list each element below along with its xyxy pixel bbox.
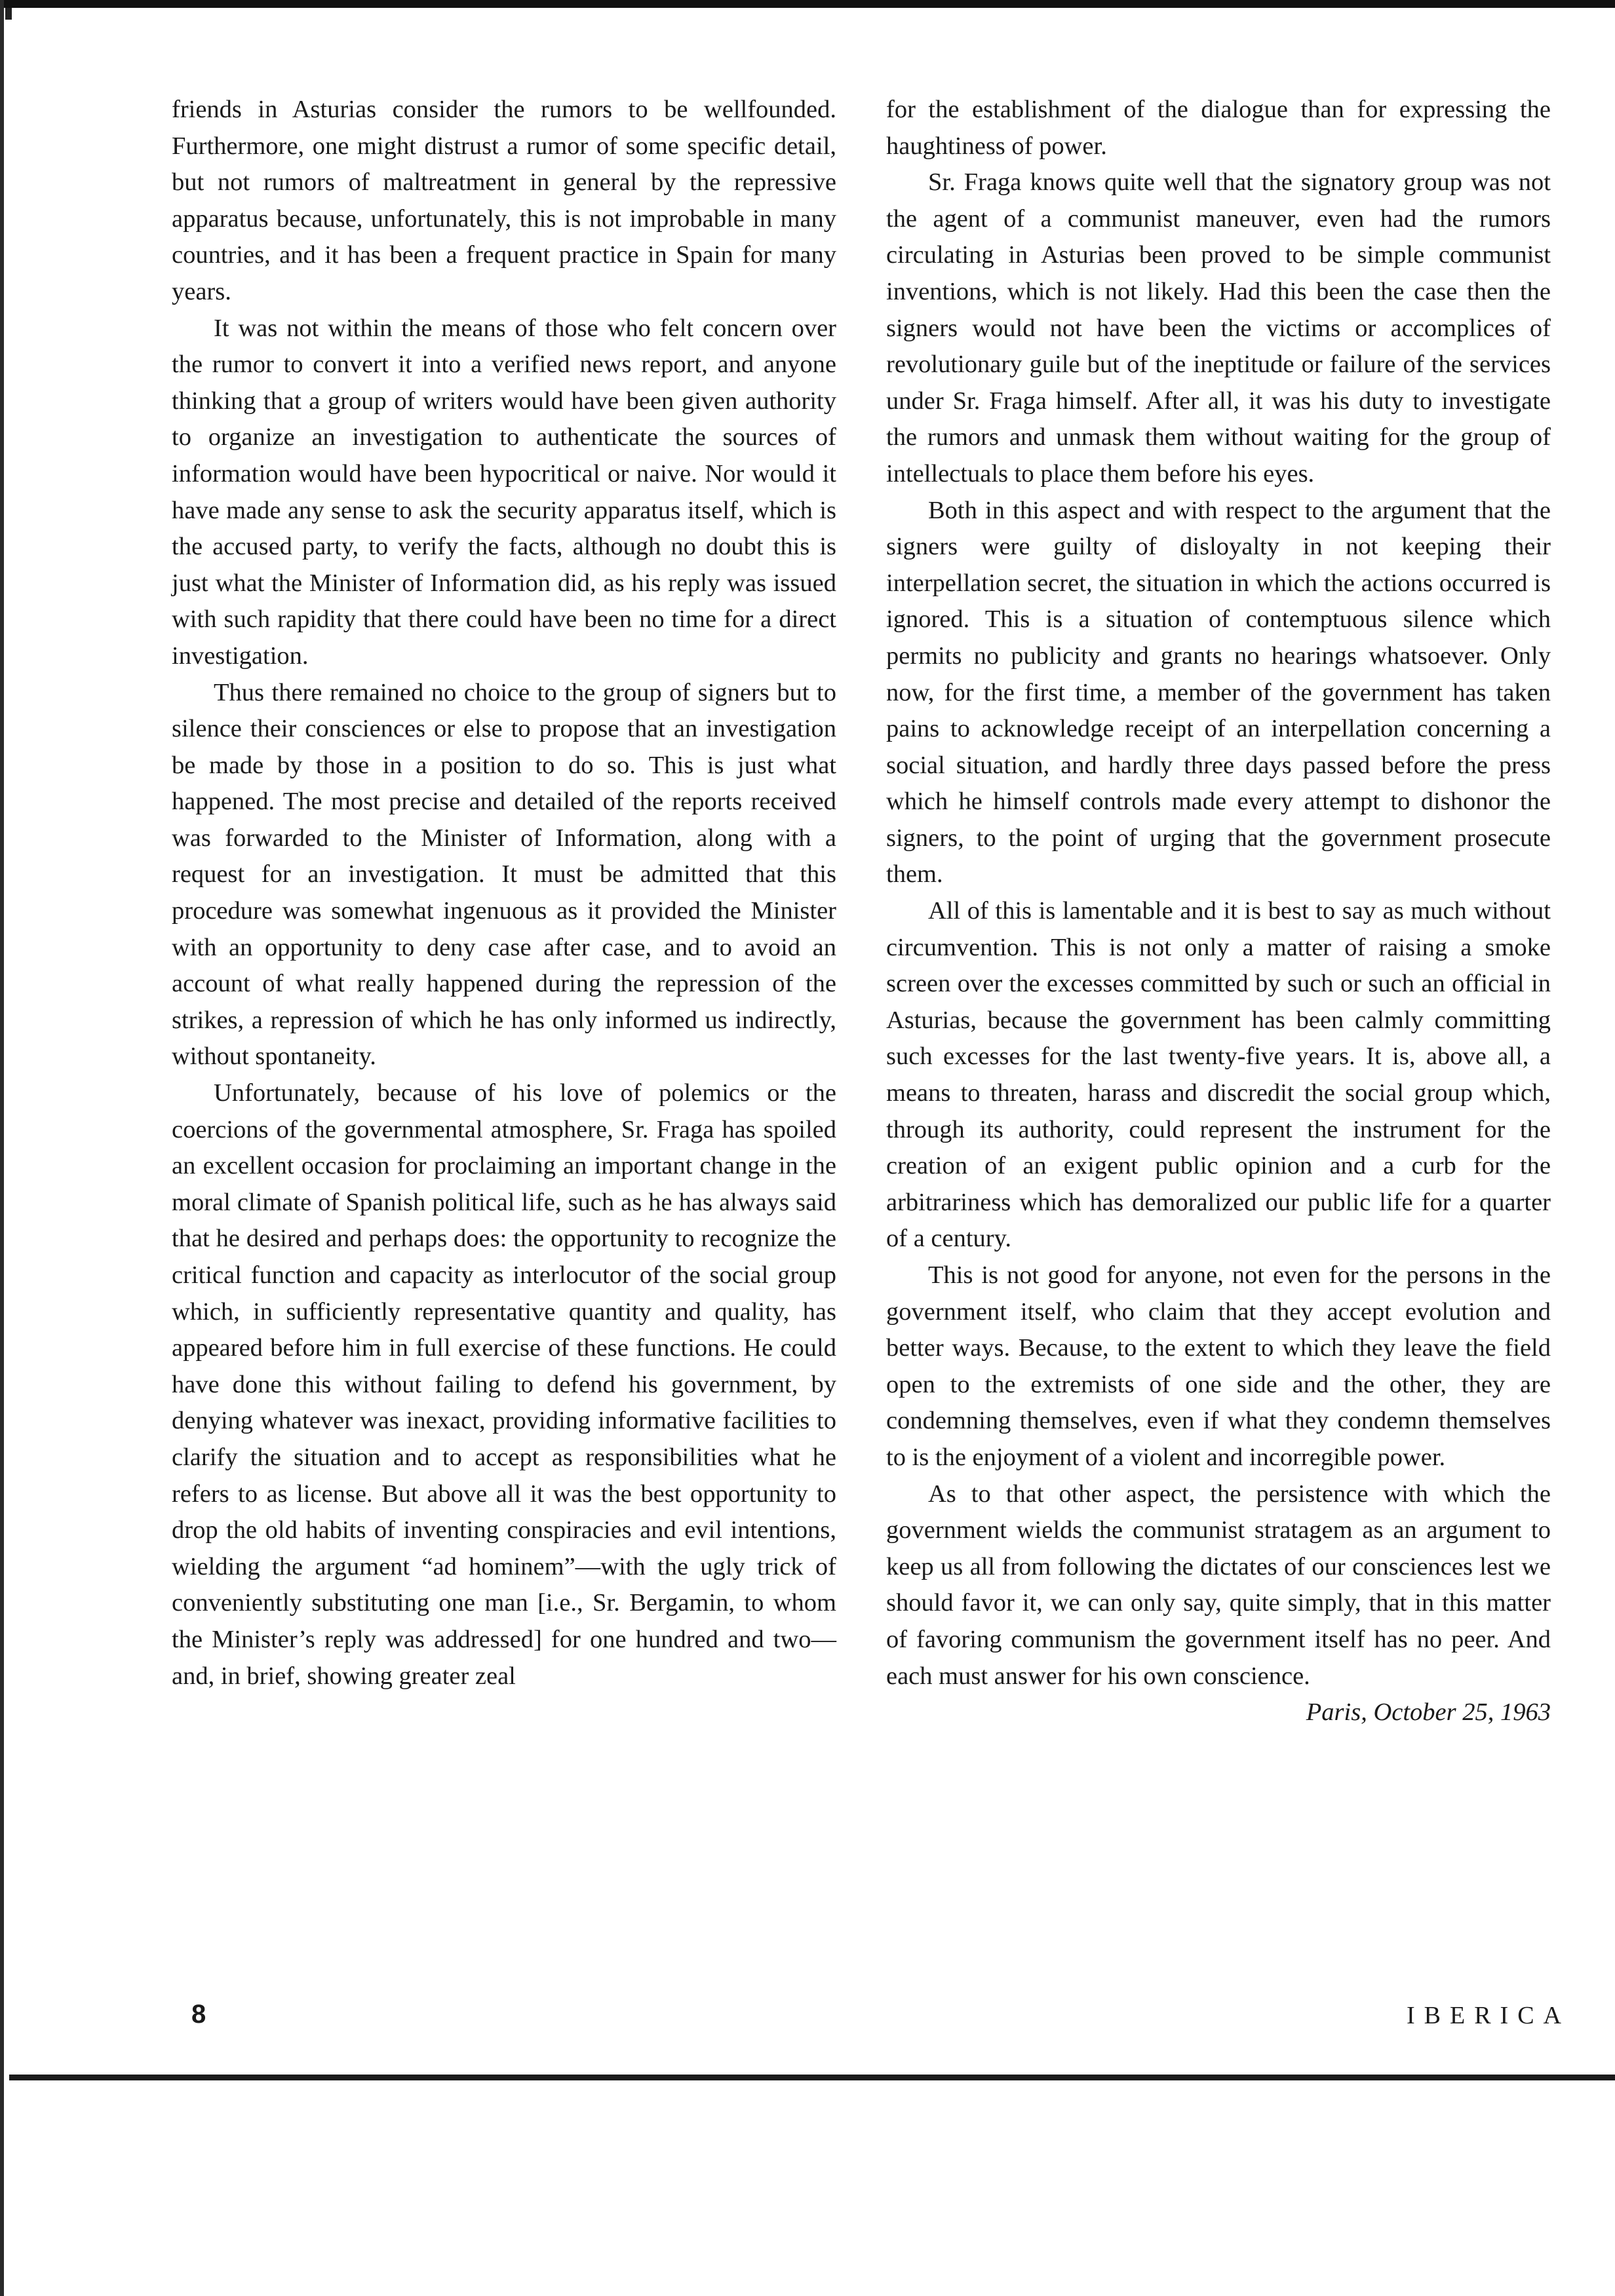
left-paragraph-3: Thus there remained no choice to the group of signers but to silence their consciences or else to propose that an investigation be made by those in a position to do so. This is just what happened. The most precise and detailed of the reports received was forwarded to the Minister of Information, along with a request for an investigation. It must be admitted that this procedure was somewhat ingenuous as it provided the Minister with an opportunity to deny case after case, and to avoid an account of what really happened during the repression of the strikes, a repression of which he has only informed us indirectly, without spontaneity. <box>172 678 836 1071</box>
left-paragraph-4: Unfortunately, because of his love of polemics or the coercions of the governmental atmosphere, Sr. Fraga has spoiled an excellent occasion for proclaiming an important change in the moral climate of Spanish political life, such as he has always said that he desired and perhaps does: the opportunity to recognize the critical function and capacity as interlocutor of the social group which, in sufficiently representative quantity and quality, has appeared before him in full exercise of these functions. He could have done this without failing to defend his government, by denying whatever was inexact, providing informative facilities to clarify the situation and to accept as responsibilities what he refers to as license. But above all it was the best opportunity to drop the old habits of inventing conspiracies and evil intentions, wielding the argument “ad hominem”—with the ugly trick of conveniently substituting one man [i.e., Sr. Bergamin, to whom the Minister’s reply was addressed] for one hundred and two—and, in brief, showing greater zeal <box>172 1079 836 1690</box>
left-column <box>172 92 836 1694</box>
scan-corner-mark <box>5 8 12 20</box>
right-paragraph-1: for the establishment of the dialogue than for expressing the haughtiness of power. <box>886 96 1551 160</box>
right-paragraph-4: All of this is lamentable and it is best to say as much without circumvention. This is not only a matter of raising a smoke screen over the excesses committed by such or such an official in Asturias, because the government has been calmly committing such excesses for the last twenty-five years. It is, above all, a means to threaten, harass and discredit the social group which, through its authority, could represent the instrument for the creation of an exigent public opinion and a curb for the arbitrariness which has demoralized our public life for a quarter of a century. <box>886 897 1551 1253</box>
right-column <box>886 92 1551 1731</box>
left-paragraph-1: friends in Asturias consider the rumors to be wellfounded. Furthermore, one might distrust a rumor of some specific detail, but not rumors of maltreatment in general by the repressive apparatus because, unfortunately, this is not improbable in many countries, and it has been a frequent practice in Spain for many years. <box>172 96 836 305</box>
dateline: Paris, October 25, 1963 <box>1306 1698 1551 1727</box>
right-paragraph-6: As to that other aspect, the persistence with which the government wields the communist stratagem as an argument to keep us all from following the dictates of our consciences lest we should favor it, we can only say, quite simply, that in this matter of favoring communism the government itself has no peer. And each must answer for his own conscience. <box>886 1480 1551 1690</box>
footer-rule <box>9 2075 1615 2080</box>
scan-left-border <box>0 0 4 2296</box>
right-paragraph-5: This is not good for anyone, not even for the persons in the government itself, who claim that they accept evolution and better ways. Because, to the extent to which they leave the field open to the extremists of one side and the other, they are condemning themselves, even if what they condemn themselves to is the enjoyment of a violent and incorregible power. <box>886 1261 1551 1471</box>
right-paragraph-3: Both in this aspect and with respect to the argument that the signers were guilty of disloyalty in not keeping their interpellation secret, the situation in which the actions occurred is ignored. This is a situation of contemptuous silence which permits no publicity and grants no hearings whatsoever. Only now, for the first time, a member of the government has taken pains to acknowledge receipt of an interpellation concerning a social situation, and hardly three days passed before the press which he himself controls made every attempt to dishonor the signers, to the point of urging that the government prosecute them. <box>886 496 1551 889</box>
right-paragraph-2: Sr. Fraga knows quite well that the signatory group was not the agent of a communist maneuver, even had the rumors circulating in Asturias been proved to be simple communist inventions, which is not likely. Had this been the case then the signers would not have been the victims or accomplices of revolutionary guile but of the ineptitude or failure of the services under Sr. Fraga himself. After all, it was his duty to investigate the rumors and unmask them without waiting for the group of intellectuals to place them before his eyes. <box>886 168 1551 488</box>
left-paragraph-2: It was not within the means of those who felt concern over the rumor to convert it into a verified news report, and anyone thinking that a group of writers would have been given authority to organize an investigation to authenticate the sources of information would have been hypocritical or naive. Nor would it have made any sense to ask the security apparatus itself, which is the accused party, to verify the facts, although no doubt this is just what the Minister of Information did, as his reply was issued with such rapidity that there could have been no time for a direct investigation. <box>172 314 836 670</box>
scan-top-border <box>0 0 1615 8</box>
magazine-name: IBERICA <box>1407 2002 1570 2029</box>
page-number: 8 <box>191 2000 206 2029</box>
